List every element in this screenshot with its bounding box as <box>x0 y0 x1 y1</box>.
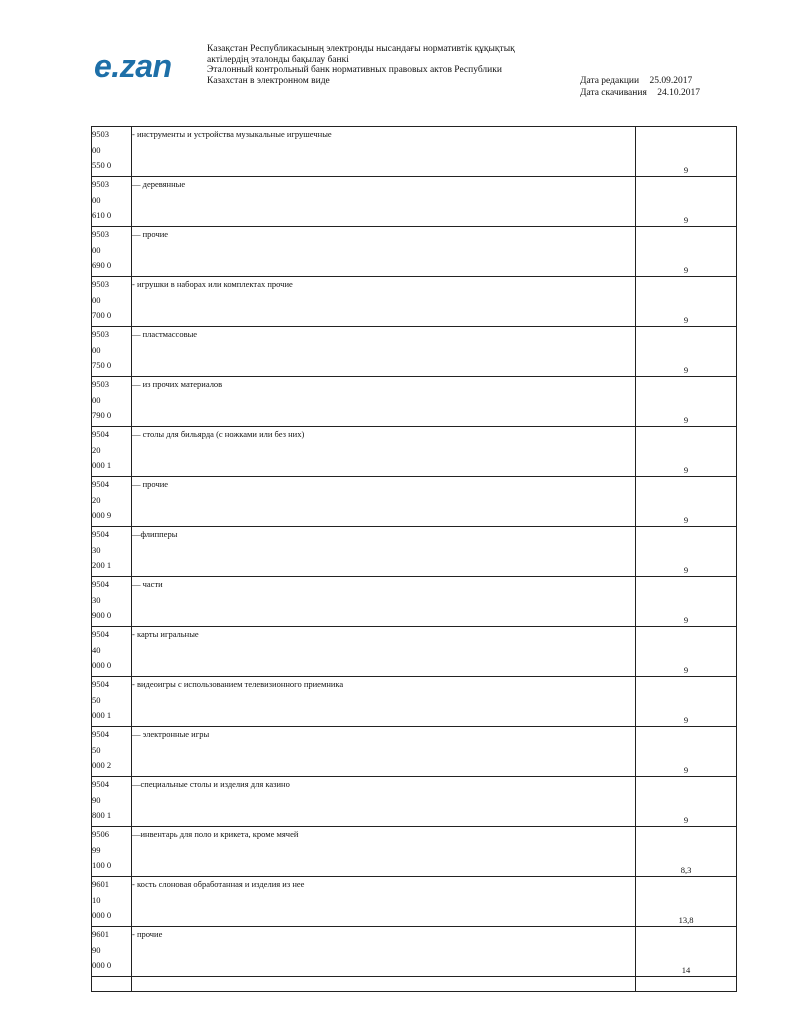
table-row <box>92 777 737 827</box>
tnved-code-cell <box>92 477 132 527</box>
duty-rate-value: 9 <box>683 565 689 575</box>
table-row <box>92 377 737 427</box>
bank-title-line: Казахстан в электронном виде <box>207 75 330 86</box>
tnved-code-part: 9504 <box>92 629 109 639</box>
table-row <box>92 277 737 327</box>
tnved-code-part: 700 0 <box>92 310 112 320</box>
goods-description-cell: — электронные игры <box>132 727 636 777</box>
goods-description-cell: — из прочих материалов <box>132 377 636 427</box>
duty-rate-value: 9 <box>683 465 689 475</box>
duty-rate-value: 9 <box>683 815 689 825</box>
duty-rate-cell <box>636 777 737 827</box>
tnved-code-cell <box>92 527 132 577</box>
goods-description-cell: —инвентарь для поло и крикета, кроме мячей <box>132 827 636 877</box>
goods-description-cell: - карты игральные <box>132 627 636 677</box>
tnved-code-cell <box>92 777 132 827</box>
tnved-code-part: 9506 <box>92 829 109 839</box>
empty-cell <box>92 977 132 992</box>
edition-date-label: Дата редакции <box>580 76 640 86</box>
tnved-code-part: 9601 <box>92 929 109 939</box>
duty-rate-value: 8,3 <box>680 865 692 875</box>
edition-date-row <box>580 75 700 87</box>
tnved-code-cell <box>92 677 132 727</box>
tnved-code-part: 790 0 <box>92 410 112 420</box>
edition-dates <box>580 75 700 99</box>
tnved-code-cell <box>92 877 132 927</box>
tnved-code-part: 200 1 <box>92 560 112 570</box>
download-date-label: Дата скачивания <box>580 88 647 98</box>
empty-cell <box>636 977 737 992</box>
tnved-code-part: 30 <box>92 594 101 605</box>
duty-rate-cell <box>636 677 737 727</box>
table-row <box>92 677 737 727</box>
tnved-code-cell <box>92 277 132 327</box>
tnved-code-cell <box>92 577 132 627</box>
tnved-code-part: 20 <box>92 494 101 505</box>
duty-rate-cell <box>636 427 737 477</box>
table-row-empty <box>92 977 737 992</box>
tnved-code-cell <box>92 427 132 477</box>
bank-title-line: актілердің эталонды бақылау банкі <box>207 54 349 65</box>
duty-rate-cell <box>636 177 737 227</box>
goods-description-cell: —специальные столы и изделия для казино <box>132 777 636 827</box>
tnved-code-part: 00 <box>92 244 101 255</box>
bank-title <box>207 44 567 86</box>
tnved-code-part: 9504 <box>92 479 109 489</box>
table-row <box>92 527 737 577</box>
table-row <box>92 227 737 277</box>
tnved-code-part: 000 1 <box>92 460 112 470</box>
tnved-code-part: 99 <box>92 844 101 855</box>
duty-rate-cell <box>636 327 737 377</box>
table-row <box>92 577 737 627</box>
tnved-code-cell <box>92 327 132 377</box>
tnved-code-part: 9504 <box>92 429 109 439</box>
download-date-value: 24.10.2017 <box>657 88 700 98</box>
goods-description-cell: — прочие <box>132 477 636 527</box>
tnved-code-part: 00 <box>92 194 101 205</box>
tnved-code-part: 000 9 <box>92 510 112 520</box>
tnved-code-part: 900 0 <box>92 610 112 620</box>
duty-rate-cell <box>636 127 737 177</box>
tnved-code-cell <box>92 727 132 777</box>
edition-date-value: 25.09.2017 <box>649 76 693 86</box>
tnved-code-part: 40 <box>92 644 101 655</box>
duty-rate-value: 9 <box>683 715 689 725</box>
tnved-code-part: 00 <box>92 394 101 405</box>
tnved-code-part: 00 <box>92 144 101 155</box>
tnved-code-part: 800 1 <box>92 810 112 820</box>
goods-description-cell: — деревянные <box>132 177 636 227</box>
tnved-code-part: 690 0 <box>92 260 112 270</box>
tnved-code-part: 550 0 <box>92 160 112 170</box>
duty-rate-cell <box>636 627 737 677</box>
tnved-code-part: 10 <box>92 894 101 905</box>
duty-rate-cell <box>636 227 737 277</box>
duty-rate-cell <box>636 577 737 627</box>
table-row <box>92 477 737 527</box>
goods-description-cell: - кость слоновая обработанная и изделия из нее <box>132 877 636 927</box>
bank-title-line: Казақстан Республикасының электронды нысандағы нормативтік құқықтық <box>207 44 515 54</box>
duty-rate-cell <box>636 877 737 927</box>
duty-rate-value: 9 <box>683 515 689 525</box>
tnved-code-part: 9503 <box>92 179 109 189</box>
tnved-code-part: 9503 <box>92 279 109 289</box>
table-row <box>92 427 737 477</box>
tnved-code-cell <box>92 827 132 877</box>
duty-rate-cell <box>636 727 737 777</box>
tnved-code-cell <box>92 927 132 977</box>
tnved-code-part: 000 0 <box>92 910 112 920</box>
download-date-row <box>580 87 700 99</box>
duty-rate-value: 13,8 <box>678 915 694 925</box>
goods-description-cell: — пластмассовые <box>132 327 636 377</box>
tnved-code-part: 90 <box>92 794 101 805</box>
tnved-code-cell <box>92 227 132 277</box>
duty-rate-value: 9 <box>683 415 689 425</box>
tnved-code-part: 000 0 <box>92 960 112 970</box>
tnved-code-part: 9503 <box>92 329 109 339</box>
goods-description-cell: - прочие <box>132 927 636 977</box>
duty-rate-cell <box>636 827 737 877</box>
tnved-code-part: 50 <box>92 744 101 755</box>
table-row <box>92 727 737 777</box>
tnved-code-part: 9504 <box>92 729 109 739</box>
tnved-code-part: 000 0 <box>92 660 112 670</box>
duty-rate-value: 14 <box>681 965 691 975</box>
duty-rate-value: 9 <box>683 615 689 625</box>
bank-title-line: Эталонный контрольный банк нормативных правовых актов Республики <box>207 65 502 75</box>
table-row <box>92 827 737 877</box>
duty-rate-value: 9 <box>683 765 689 775</box>
tnved-code-part: 9503 <box>92 379 109 389</box>
tnved-code-cell <box>92 377 132 427</box>
duty-rate-value: 9 <box>683 315 689 325</box>
tnved-code-part: 750 0 <box>92 360 112 370</box>
goods-description-cell: — части <box>132 577 636 627</box>
duty-rate-value: 9 <box>683 215 689 225</box>
duty-rate-value: 9 <box>683 165 689 175</box>
duty-rate-value: 9 <box>683 665 689 675</box>
duty-rate-cell <box>636 377 737 427</box>
tnved-code-part: 100 0 <box>92 860 112 870</box>
table-row <box>92 627 737 677</box>
table-row <box>92 877 737 927</box>
tnved-code-part: 20 <box>92 444 101 455</box>
tnved-code-part: 9504 <box>92 529 109 539</box>
tnved-code-part: 9503 <box>92 229 109 239</box>
tariff-table <box>91 126 737 992</box>
table-row <box>92 177 737 227</box>
empty-cell <box>132 977 636 992</box>
tnved-code-part: 9601 <box>92 879 109 889</box>
tnved-code-part: 00 <box>92 294 101 305</box>
tnved-code-cell <box>92 627 132 677</box>
tnved-code-cell <box>92 127 132 177</box>
goods-description-cell: — столы для бильярда (с ножками или без них) <box>132 427 636 477</box>
tnved-code-part: 000 2 <box>92 760 112 770</box>
tnved-code-part: 9504 <box>92 679 109 689</box>
goods-description-cell: —флипперы <box>132 527 636 577</box>
tnved-code-part: 30 <box>92 544 101 555</box>
goods-description-cell: - игрушки в наборах или комплектах прочие <box>132 277 636 327</box>
duty-rate-cell <box>636 477 737 527</box>
tnved-code-part: 00 <box>92 344 101 355</box>
duty-rate-value: 9 <box>683 265 689 275</box>
ezan-logo: e.zan <box>94 48 172 84</box>
tnved-code-part: 9504 <box>92 779 109 789</box>
duty-rate-cell <box>636 277 737 327</box>
tnved-code-cell <box>92 177 132 227</box>
tnved-code-part: 9504 <box>92 579 109 589</box>
goods-description-cell: - видеоигры с использованием телевизионного приемника <box>132 677 636 727</box>
tariff-table-body <box>92 127 737 992</box>
tnved-code-part: 9503 <box>92 129 109 139</box>
duty-rate-value: 9 <box>683 365 689 375</box>
duty-rate-cell <box>636 927 737 977</box>
table-row <box>92 127 737 177</box>
goods-description-cell: — прочие <box>132 227 636 277</box>
tnved-code-part: 50 <box>92 694 101 705</box>
goods-description-cell: - инструменты и устройства музыкальные игрушечные <box>132 127 636 177</box>
duty-rate-cell <box>636 527 737 577</box>
tnved-code-part: 000 1 <box>92 710 112 720</box>
table-row <box>92 327 737 377</box>
tnved-code-part: 610 0 <box>92 210 112 220</box>
tnved-code-part: 90 <box>92 944 101 955</box>
table-row <box>92 927 737 977</box>
